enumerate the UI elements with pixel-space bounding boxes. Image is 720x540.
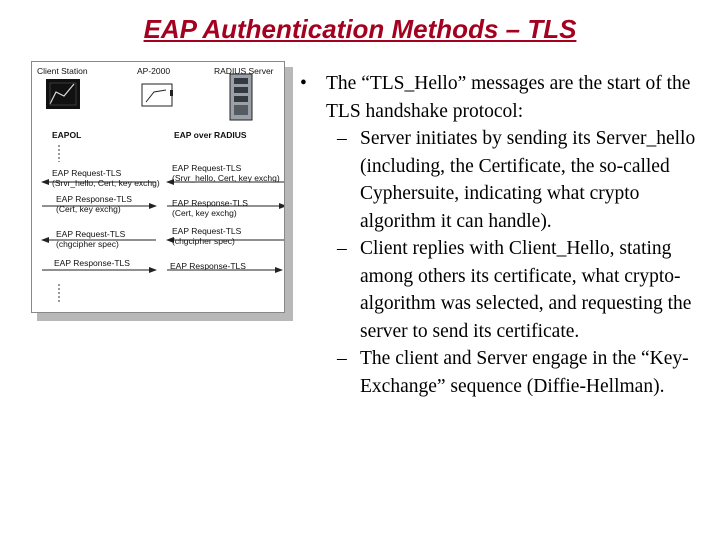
m3-right-line1: EAP Request-TLS xyxy=(172,226,242,236)
dash-mark: – xyxy=(337,128,347,149)
access-point-icon xyxy=(142,84,173,106)
eap-over-radius-label: EAP over RADIUS xyxy=(174,130,247,140)
eap-tls-diagram xyxy=(31,61,285,313)
ap-label: AP-2000 xyxy=(137,66,171,76)
sub-bullet-server-hello xyxy=(300,125,710,235)
m2-right-line1: EAP Response-TLS xyxy=(172,198,248,208)
dash-mark: – xyxy=(337,348,347,369)
client-station-icon xyxy=(46,79,80,109)
m2-left-line2: (Cert, key exchg) xyxy=(56,204,121,214)
radius-server-label: RADIUS Server xyxy=(214,66,274,76)
m4-right-label: EAP Response-TLS xyxy=(170,261,246,271)
sub-bullet-client-hello xyxy=(300,235,710,345)
eapol-label: EAPOL xyxy=(52,130,82,140)
m4-left-label: EAP Response-TLS xyxy=(54,258,130,268)
m1-right-line1: EAP Request-TLS xyxy=(172,163,242,173)
m1-right-line2: (Srvr_hello, Cert, key exchg) xyxy=(172,173,280,183)
sub-bullet-text: The client and Server engage in the “Key-Exchange” sequence (Diffie-Hellman). xyxy=(360,348,689,397)
bullet-list xyxy=(300,70,710,400)
sub-bullet-text: Client replies with Client_Hello, stating among others its certificate, what crypto-algorithm was selected, and requesting the server to send its certificate. xyxy=(360,238,692,342)
m3-right-line2: (chgcipher spec) xyxy=(172,236,235,246)
bullet-mark: • xyxy=(300,73,307,94)
dash-mark: – xyxy=(337,238,347,259)
m2-left-line1: EAP Response-TLS xyxy=(56,194,132,204)
bullet-item-tls-hello xyxy=(300,70,710,125)
m3-left-line1: EAP Request-TLS xyxy=(56,229,126,239)
m1-left-line1: EAP Request-TLS xyxy=(52,168,122,178)
sub-bullet-text: Server initiates by sending its Server_hello (including, the Certificate, the so-called Cyphersuite, indicating what crypto algorithm it can handle). xyxy=(360,128,696,232)
radius-server-icon xyxy=(230,74,252,120)
sub-bullet-key-exchange xyxy=(300,345,710,400)
m1-left-line2: (Srvr_hello, Cert, key exchg) xyxy=(52,178,160,188)
client-station-label: Client Station xyxy=(37,66,88,76)
m2-right-line2: (Cert, key exchg) xyxy=(172,208,237,218)
slide-title: EAP Authentication Methods – TLS xyxy=(143,14,577,44)
bullet-text: The “TLS_Hello” messages are the start of the TLS handshake protocol: xyxy=(326,73,691,122)
m3-left-line2: (chgcipher spec) xyxy=(56,239,119,249)
